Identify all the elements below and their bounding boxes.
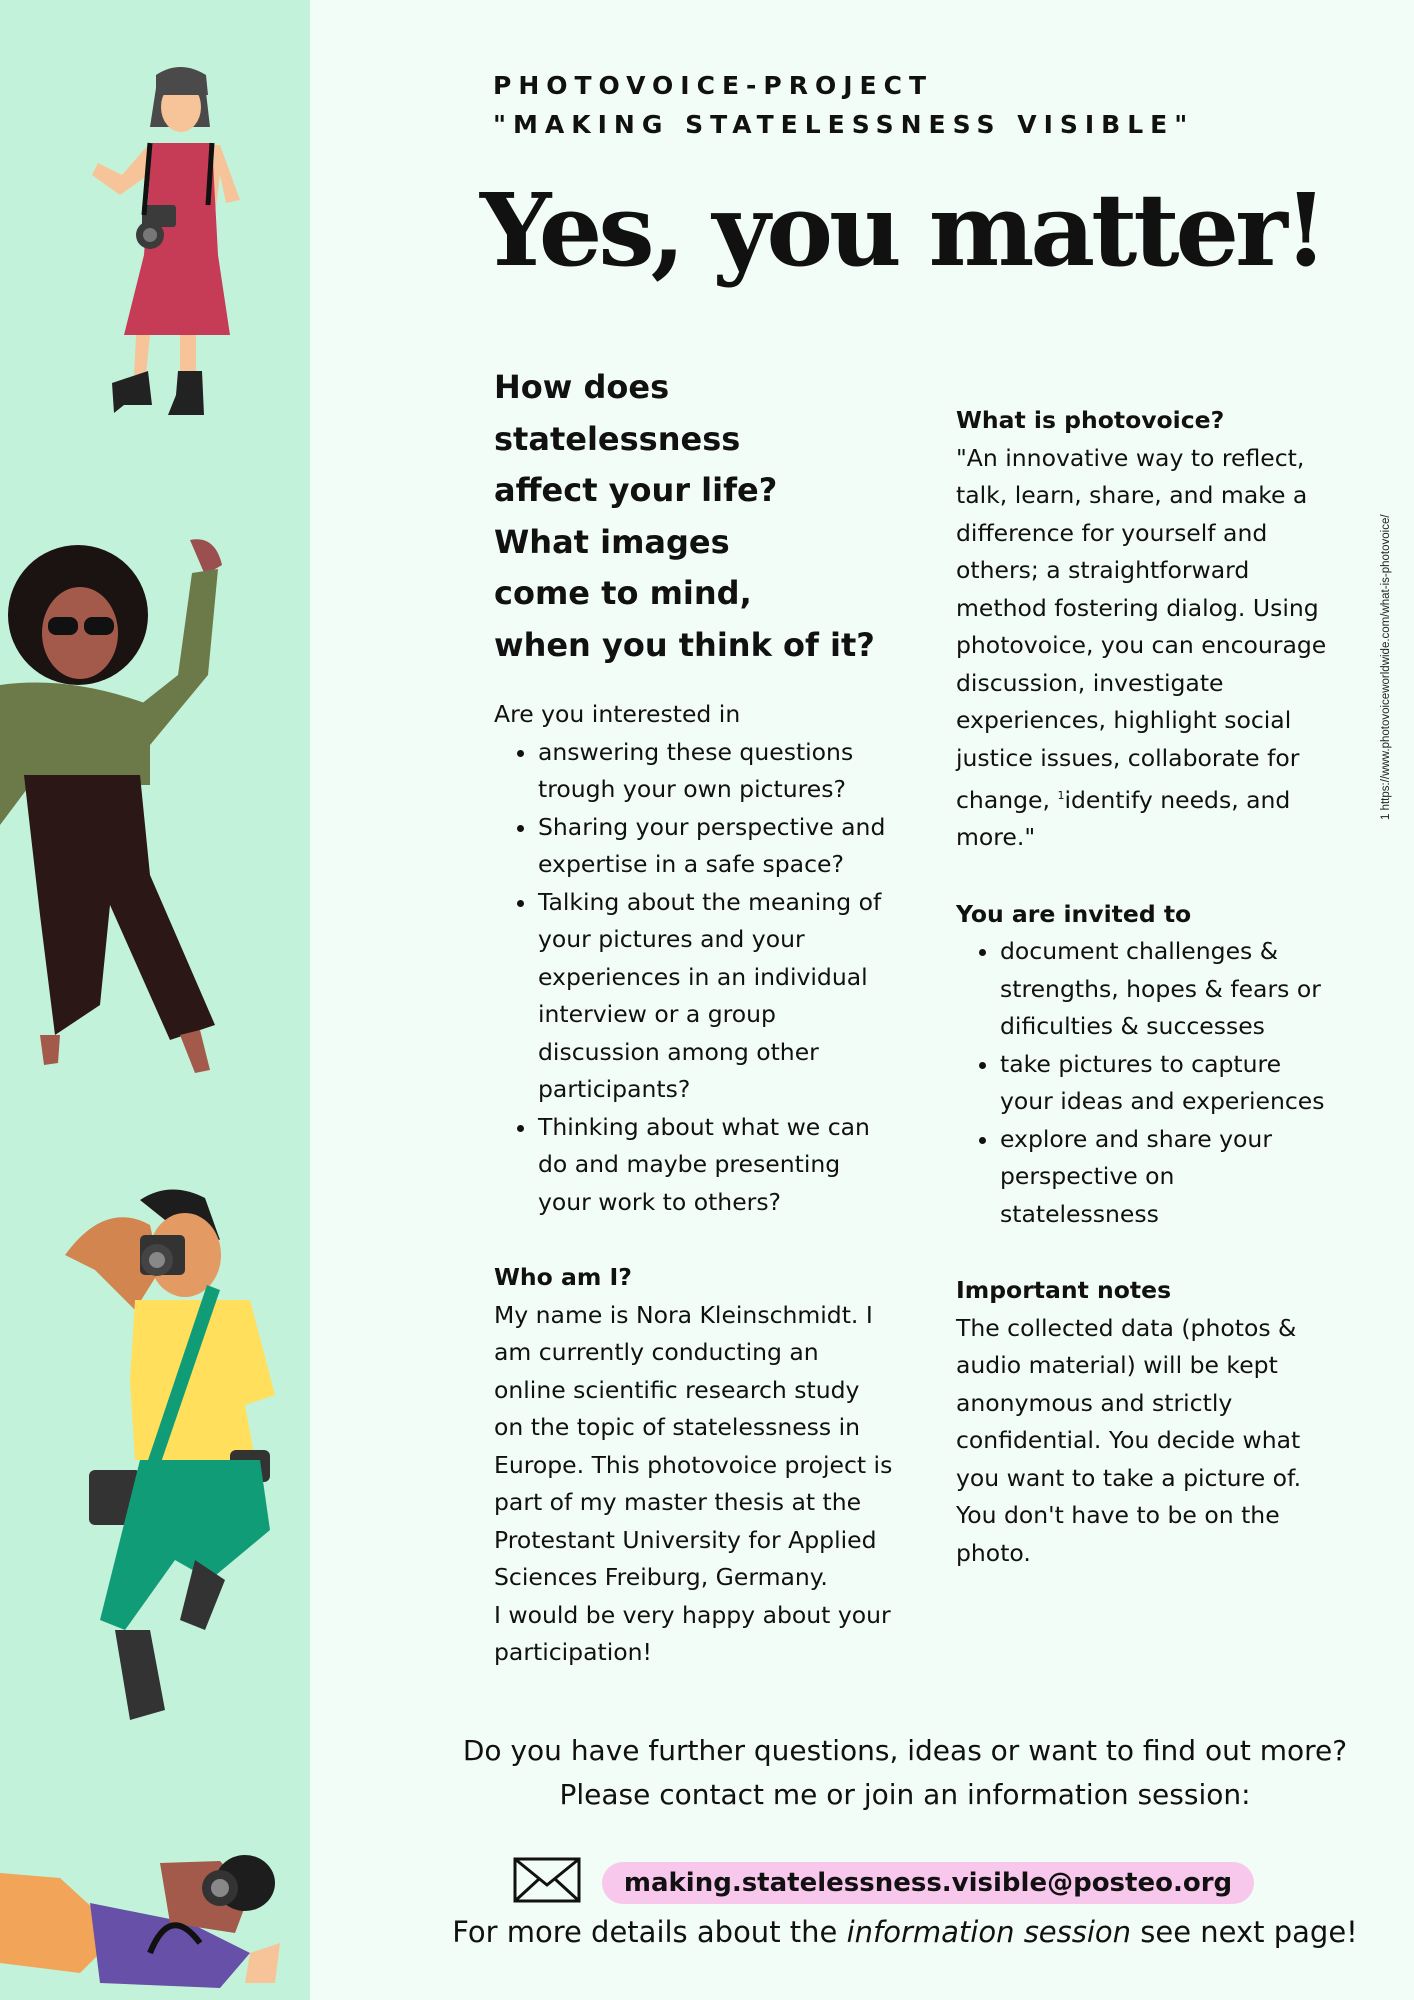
photographer-icon xyxy=(55,1180,285,1740)
person-camera-icon xyxy=(80,65,250,435)
list-item: • take pictures to capture your ideas and experiences xyxy=(1000,1046,1336,1121)
invited-title: You are invited to xyxy=(956,899,1192,928)
list-item: • explore and share your perspective on statelessness xyxy=(1000,1121,1336,1234)
photovoice-text xyxy=(956,440,1336,857)
photovoice-text-a: "An innovative way to reflect, talk, learn, share, and make a difference for yourself and others; a straightforward method fostering dialog. Using photovoice, you can encourage discussion, investigate experiences, highlight social justice issues, collaborate for change, xyxy=(956,443,1327,814)
list-item: • Thinking about what we can do and maybe presenting your work to others? xyxy=(538,1109,894,1222)
right-column xyxy=(956,402,1336,1572)
contact-prompt xyxy=(440,1729,1370,1817)
question-line: statelessness xyxy=(494,419,741,458)
project-eyebrow xyxy=(493,66,1194,144)
next-text-after: see next page! xyxy=(1131,1915,1358,1949)
notes-text: The collected data (photos & audio material) will be kept anonymous and strictly confidential. You decide what you want to take a picture of. You don't have to be on the photo. xyxy=(956,1313,1302,1567)
list-item: • Sharing your perspective and expertise in a safe space? xyxy=(538,809,894,884)
footnote xyxy=(1375,430,1395,820)
email-link[interactable]: making.statelessness.visible@posteo.org xyxy=(602,1862,1254,1904)
interest-intro: Are you interested in xyxy=(494,700,741,728)
question-line: How does xyxy=(494,368,670,406)
next-text-emph: information session xyxy=(846,1915,1132,1949)
notes-title: Important notes xyxy=(956,1276,1172,1305)
list-item: • Talking about the meaning of your pictures and your experiences in an individual interview or a group discussion among other participants? xyxy=(538,884,894,1109)
project-subtitle: "MAKING STATELESSNESS VISIBLE" xyxy=(493,110,1195,139)
invited-list xyxy=(956,933,1336,1233)
page-title: Yes, you matter! xyxy=(480,171,1324,289)
contact-line: Do you have further questions, ideas or want to find out more? xyxy=(462,1734,1348,1767)
person-dancing-icon xyxy=(0,525,230,1085)
question-line: come to mind, xyxy=(494,574,752,612)
question-line: when you think of it? xyxy=(494,625,875,664)
next-page-note xyxy=(440,1910,1370,1954)
list-item: • answering these questions trough your own pictures? xyxy=(538,734,894,809)
next-text-before: For more details about the xyxy=(452,1915,847,1949)
person-lying-camera-icon xyxy=(0,1843,285,1993)
who-title: Who am I? xyxy=(494,1263,632,1291)
photovoice-title: What is photovoice? xyxy=(956,406,1225,434)
question-line: affect your life? xyxy=(494,471,778,509)
footnote-marker: 1 xyxy=(1057,789,1065,802)
who-text: My name is Nora Kleinschmidt. I am currently conducting an online scientific research study on the topic of statelessness in Europe. This photovoice project is part of my master thesis at the Protestant University for Applied Sciences Freiburg, Germany. xyxy=(494,1300,893,1591)
lead-question xyxy=(494,362,914,671)
project-name: PHOTOVOICE-PROJECT xyxy=(493,71,934,100)
envelope-icon xyxy=(513,1857,581,1903)
list-item: • document challenges & strengths, hopes & fears or dificulties & successes xyxy=(1000,933,1336,1046)
sidebar-illustrations xyxy=(0,0,310,2000)
question-line: What images xyxy=(494,522,730,561)
footnote-text: 1 https://www.photovoiceworldwide.com/what-is-photovoice/ xyxy=(1380,514,1392,820)
interest-list xyxy=(494,734,894,1222)
contact-line: Please contact me or join an information session: xyxy=(559,1778,1251,1811)
left-column xyxy=(494,696,894,1672)
photovoice-text-b: identify needs, and more." xyxy=(956,785,1291,852)
who-closing: I would be very happy about your participation! xyxy=(494,1600,891,1666)
